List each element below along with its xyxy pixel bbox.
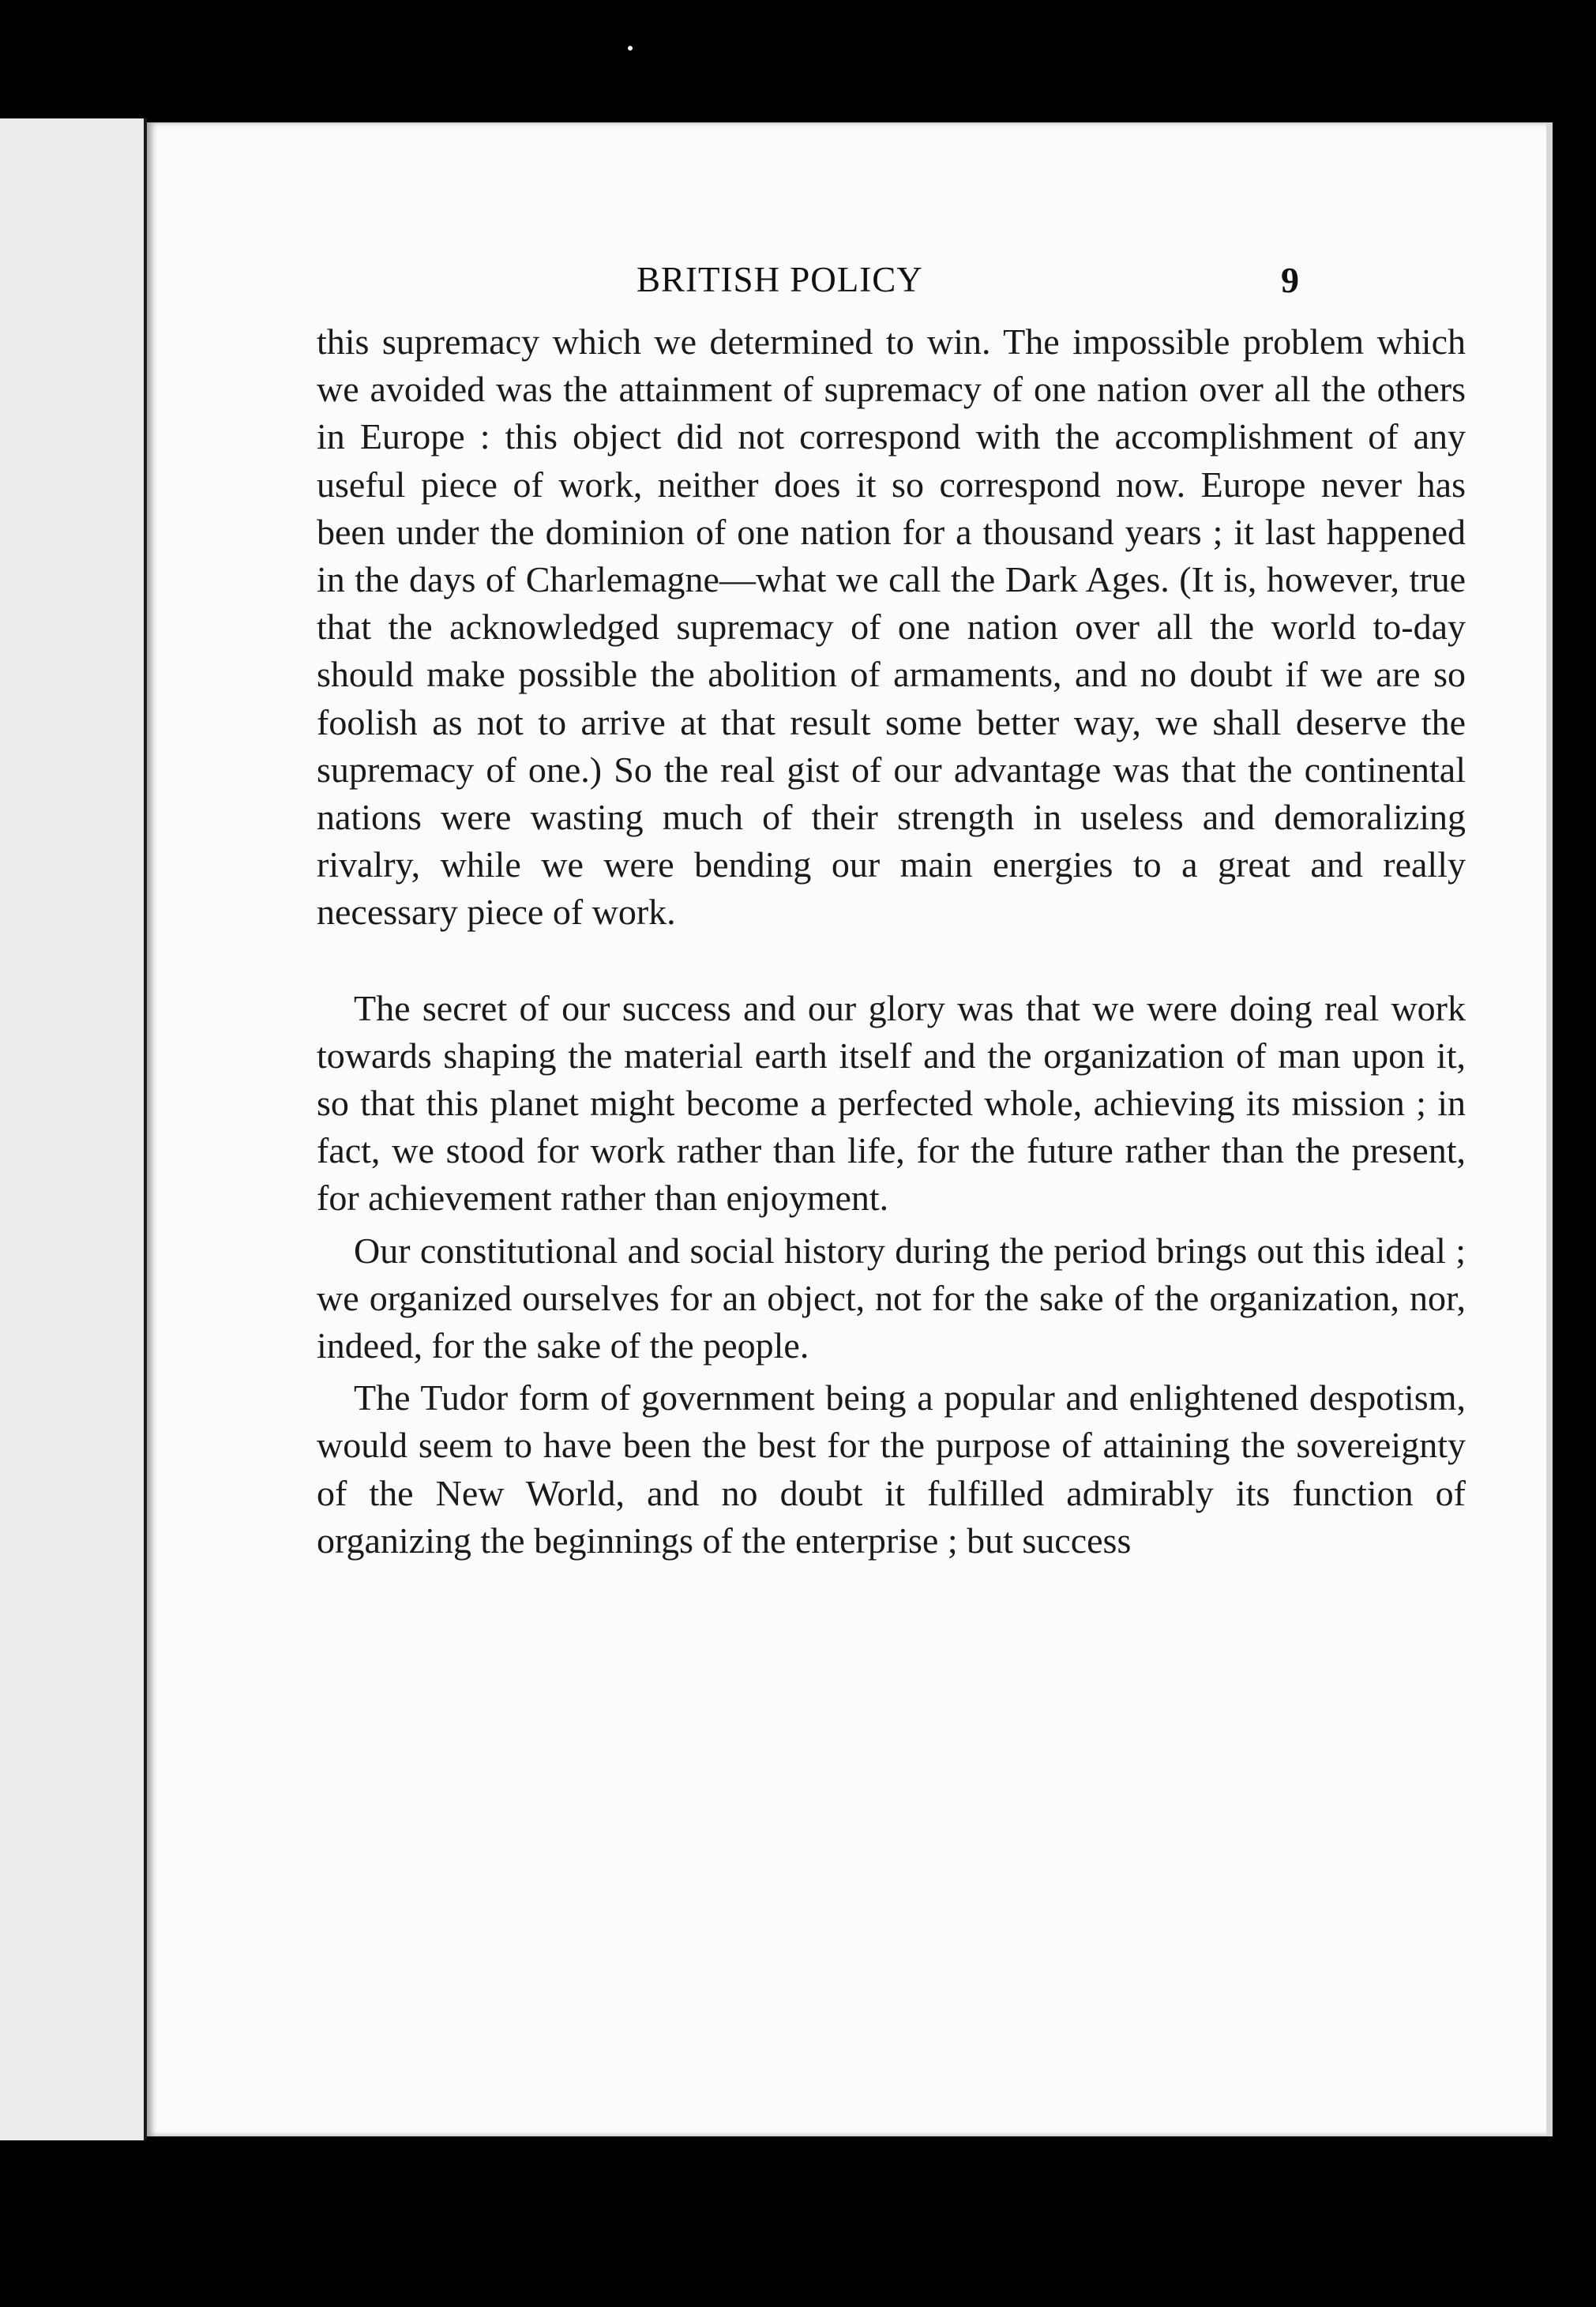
- body-text: [317, 318, 1466, 1565]
- paragraph: this supremacy which we determined to win. The impossible problem which we avoided was the attainment of supremacy of one nation over all the others in Europe : this object did not correspond with the accomplishment of any useful piece of work, neither does it so correspond now. Europe never has been under the dominion of one nation for a thousand years ; it last happened in the days of Charlemagne—what we call the Dark Ages. (It is, however, true that the acknowledged supremacy of one nation over all the world to-day should make possible the abolition of armaments, and no doubt if we are so foolish as not to arrive at that result some better way, we shall deserve the supremacy of one.) So the real gist of our advantage was that the continental nations were wasting much of their strength in useless and demoralizing rivalry, while we were bending our main energies to a great and really necessary piece of work.: [317, 321, 1466, 933]
- page-edge: [1546, 122, 1553, 2136]
- paragraph: The Tudor form of government being a popular and enlightened despotism, would seem to have been the best for the purpose of attaining the sovereignty of the New World, and no doubt it fulfilled admirably its function of organizing the beginnings of the enterprise ; but success: [317, 1377, 1466, 1561]
- book-page: [147, 122, 1553, 2136]
- facing-page-edge: [0, 118, 147, 2140]
- paragraph: The secret of our success and our glory was that we were doing real work towards shaping the material earth itself and the organization of man upon it, so that this planet might become a perfected whole, achieving its mission ; in fact, we stood for work rather than life, for the future rather than the present, for achievement rather than enjoyment.: [317, 987, 1466, 1219]
- paragraph: Our constitutional and social history during the period brings out this ideal ; we organized ourselves for an object, not for the sake of the organization, nor, indeed, for the sake of the people.: [317, 1230, 1466, 1366]
- page-header: [147, 259, 1553, 314]
- page-number: 9: [1281, 260, 1299, 300]
- dust-speck: [628, 46, 633, 51]
- running-head: BRITISH POLICY: [637, 260, 923, 299]
